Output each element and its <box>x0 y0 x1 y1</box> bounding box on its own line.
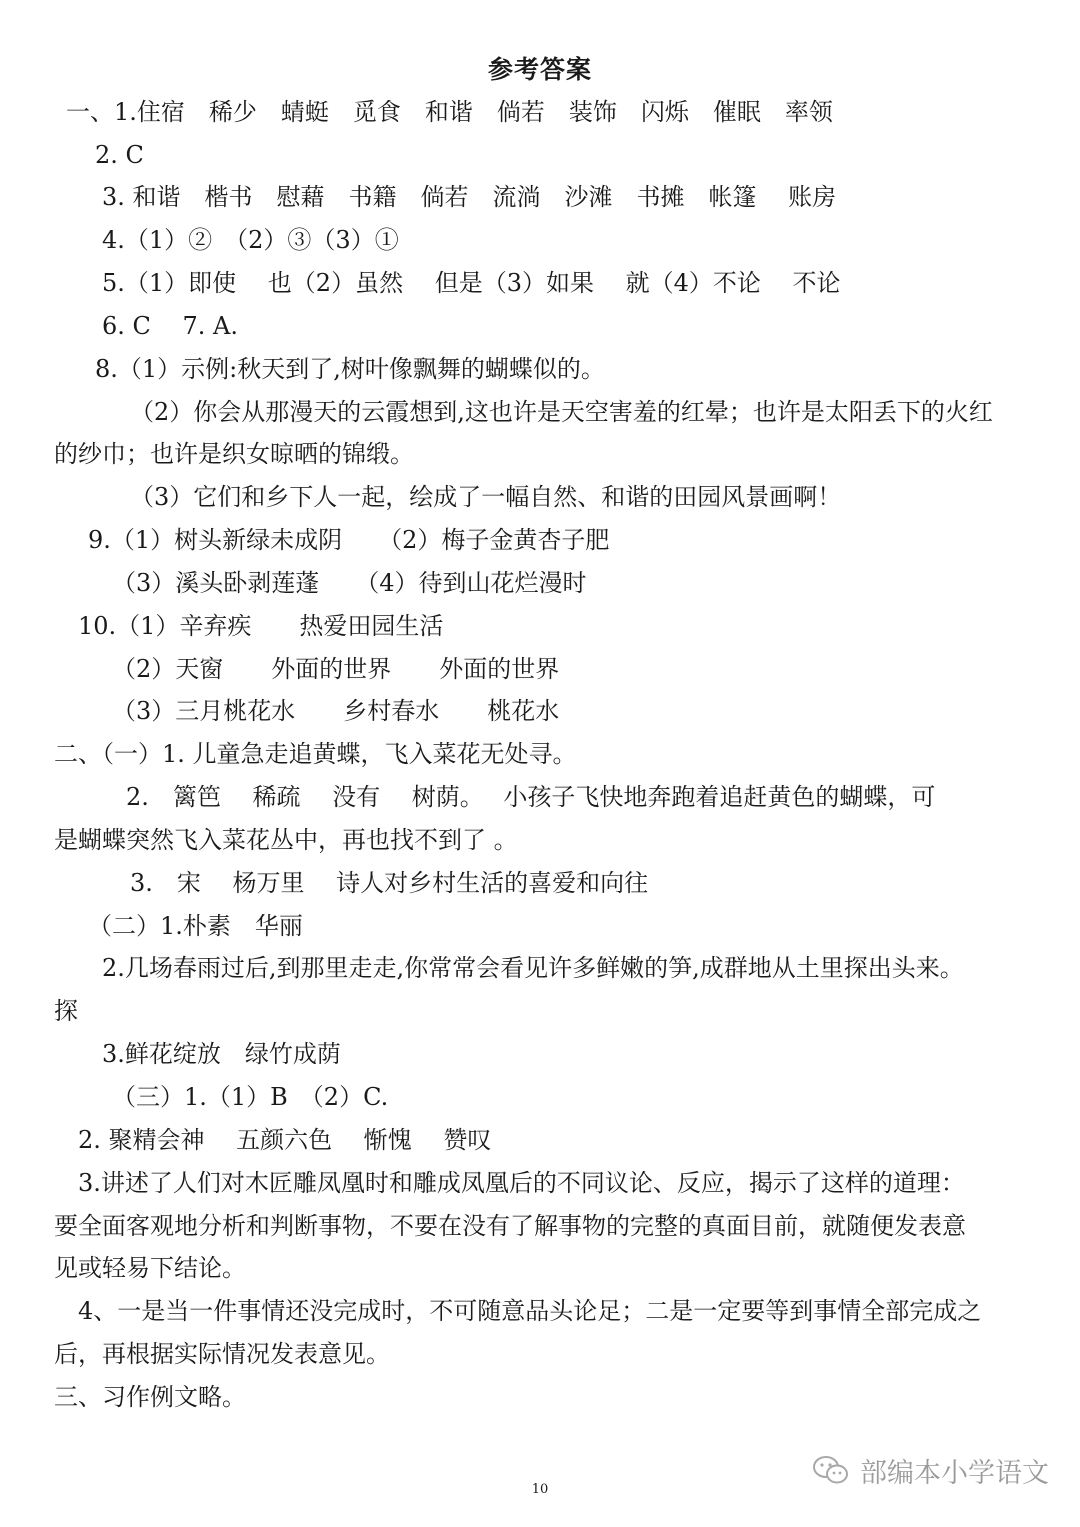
answer-line-1-9-a: 9.（1）树头新绿未成阴 （2）梅子金黄杏子肥 <box>88 526 610 554</box>
answer-line-2-3-3: 3.讲述了人们对木匠雕凤凰时和雕成凤凰后的不同议论、反应，揭示了这样的道理： <box>78 1169 965 1197</box>
answer-line-1-10-2: （2）天窗 外面的世界 外面的世界 <box>112 655 560 683</box>
answer-line-1-6-7: 6. C 7. A. <box>102 312 239 340</box>
answer-line-2-2-3: 3.鲜花绽放 绿竹成荫 <box>102 1040 341 1068</box>
answer-line-1-4: 4.（1）② （2）③（3）① <box>102 226 399 254</box>
answer-line-2-1-2: 2. 篱笆 稀疏 没有 树荫。 小孩子飞快地奔跑着追赶黄色的蝴蝶，可 <box>126 783 936 811</box>
answer-line-2-3-2: 2. 聚精会神 五颜六色 惭愧 赞叹 <box>78 1126 492 1154</box>
answer-line-3: 三、习作例文略。 <box>54 1383 246 1411</box>
answer-line-2-3-3-cont2: 见或轻易下结论。 <box>54 1254 246 1282</box>
answer-line-1-9-b: （3）溪头卧剥莲蓬 （4）待到山花烂漫时 <box>112 569 587 597</box>
answer-line-2-1-3: 3. 宋 杨万里 诗人对乡村生活的喜爱和向往 <box>130 869 649 897</box>
watermark-text: 部编本小学语文 <box>860 1457 1049 1489</box>
answer-line-1-8-1: 8.（1）示例:秋天到了,树叶像飘舞的蝴蝶似的。 <box>95 355 605 383</box>
page-number: 10 <box>531 1482 549 1497</box>
answer-line-2-2-2: 2.几场春雨过后,到那里走走,你常常会看见许多鲜嫩的笋,成群地从土里探出头来。 <box>102 954 964 982</box>
answer-line-2-3-3-cont1: 要全面客观地分析和判断事物，不要在没有了解事物的完整的真面目前，就随便发表意 <box>54 1212 966 1240</box>
answer-line-1-10-1: 10.（1）辛弃疾 热爱田园生活 <box>78 612 444 640</box>
answer-line-1-1: 一、1.住宿 稀少 蜻蜓 觅食 和谐 倘若 装饰 闪烁 催眠 率领 <box>66 98 833 126</box>
answer-line-1-3: 3. 和谐 楷书 慰藉 书籍 倘若 流淌 沙滩 书摊 帐篷 账房 <box>102 183 837 211</box>
answer-line-1-10-3: （3）三月桃花水 乡村春水 桃花水 <box>112 697 560 725</box>
answer-line-1-5: 5.（1）即使 也（2）虽然 但是（3）如果 就（4）不论 不论 <box>102 269 841 297</box>
answer-line-2-1-2-cont: 是蝴蝶突然飞入菜花丛中，再也找不到了 。 <box>54 826 518 854</box>
answer-line-2-3-1: （三）1.（1）B （2）C. <box>112 1083 389 1111</box>
watermark <box>812 1450 1049 1490</box>
answer-line-2-2-2-cont: 探 <box>54 997 78 1025</box>
answer-line-1-8-2: （2）你会从那漫天的云霞想到,这也许是天空害羞的红晕；也许是太阳丢下的火红 <box>130 398 993 426</box>
answer-line-1-2: 2. C <box>95 141 144 169</box>
answer-line-2-3-4-cont: 后，再根据实际情况发表意见。 <box>54 1340 390 1368</box>
page-title: 参考答案 <box>487 55 592 84</box>
answer-line-1-8-3: （3）它们和乡下人一起，绘成了一幅自然、和谐的田园风景画啊！ <box>130 483 842 511</box>
answer-line-1-8-2-cont: 的纱巾；也许是织女晾晒的锦缎。 <box>54 440 414 468</box>
answer-line-2-1-1: 二、（一）1. 儿童急走追黄蝶，飞入菜花无处寻。 <box>54 740 577 768</box>
answer-line-2-2-1: （二）1.朴素 华丽 <box>88 912 303 940</box>
wechat-icon <box>812 1454 850 1486</box>
answer-line-2-3-4: 4、一是当一件事情还没完成时，不可随意品头论足；二是一定要等到事情全部完成之 <box>78 1297 982 1325</box>
